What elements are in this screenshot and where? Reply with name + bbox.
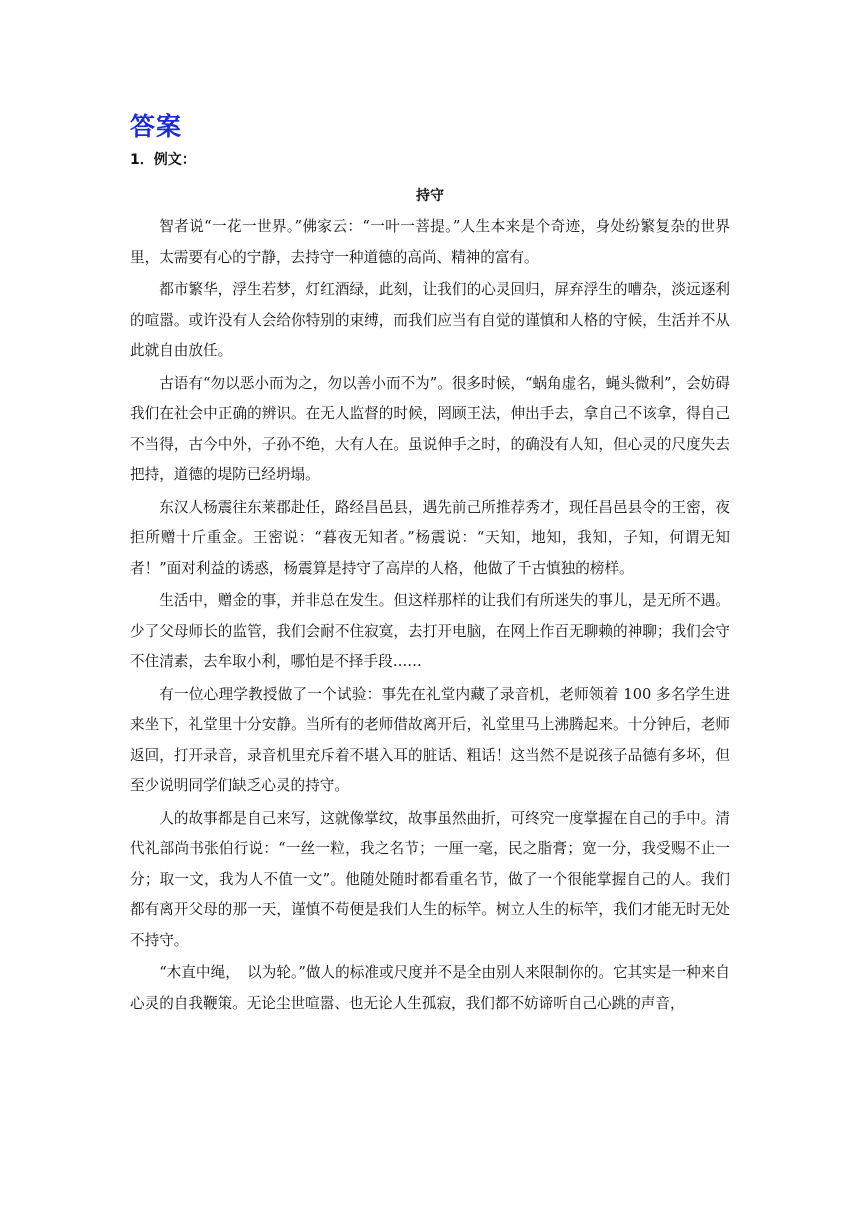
essay-paragraph-8: “木直中绳， 以为轮。”做人的标准或尺度并不是全由别人来限制你的。它其实是一种来自心灵的自我鞭策。无论尘世喧嚣、也无论人生孤寂，我们都不妨谛听自己心跳的声音， xyxy=(130,964,730,1012)
essay-paragraph-5: 生活中，赠金的事，并非总在发生。但这样那样的让我们有所迷失的事儿，是无所不遇。少了父母师长的监管，我们会耐不住寂寞，去打开电脑，在网上作百无聊赖的神聊；我们会守不住清素，去牟取小利，哪怕是不择手段…… xyxy=(130,592,730,670)
question-number-label: 1．例文： xyxy=(130,152,196,168)
document-page xyxy=(130,108,730,1019)
essay-paragraph-3: 古语有“勿以恶小而为之，勿以善小而不为”。很多时候，“蜗角虚名，蝇头微利”，会妨碍我们在社会中正确的辨识。在无人监督的时候，罔顾王法，伸出手去，拿自己不该拿，得自己不当得，古今中外，子孙不绝，大有人在。虽说伸手之时，的确没有人知，但心灵的尺度失去把持，道德的堤防已经坍塌。 xyxy=(130,374,730,483)
essay-paragraph-7: 人的故事都是自己来写，这就像掌纹，故事虽然曲折，可终究一度掌握在自己的手中。清代礼部尚书张伯行说：“一丝一粒，我之名节；一厘一毫，民之脂膏；宽一分，我受赐不止一分；取一文，我为人不值一文”。他随处随时都看重名节，做了一个很能掌握自己的人。我们都有离开父母的那一天，谨慎不苟便是我们人生的标竿。树立人生的标竿，我们才能无时无处不持守。 xyxy=(130,809,730,949)
essay-title: 持守 xyxy=(416,188,444,204)
essay-paragraph-1: 智者说“一花一世界。”佛家云：“一叶一菩提。”人生本来是个奇迹，身处纷繁复杂的世界里，太需要有心的宁静，去持守一种道德的高尚、精神的富有。 xyxy=(130,218,730,266)
essay-paragraph-6: 有一位心理学教授做了一个试验：事先在礼堂内藏了录音机，老师领着 100 多名学生进来坐下，礼堂里十分安静。当所有的老师借故离开后，礼堂里马上沸腾起来。十分钟后，老师返回，打开录音，录音机里充斥着不堪入耳的脏话、粗话！这当然不是说孩子品德有多坏，但至少说明同学们缺乏心灵的持守。 xyxy=(130,685,730,794)
essay-paragraph-4: 东汉人杨震往东莱郡赴任，路经昌邑县，遇先前己所推荐秀才，现任昌邑县令的王密，夜拒所赠十斤重金。王密说：“暮夜无知者。”杨震说：“天知，地知，我知，子知，何谓无知者！”面对利益的诱惑，杨震算是持守了高岸的人格，他做了千古慎独的榜样。 xyxy=(130,498,730,577)
answer-heading: 答案 xyxy=(130,112,183,141)
essay-paragraph-2: 都市繁华，浮生若梦，灯红酒绿，此刻，让我们的心灵回归，屏弃浮生的嘈杂，淡远逐利的喧嚣。或许没有人会给你特别的束缚，而我们应当有自觉的谨慎和人格的守候，生活并不从此就自由放任。 xyxy=(130,281,730,359)
